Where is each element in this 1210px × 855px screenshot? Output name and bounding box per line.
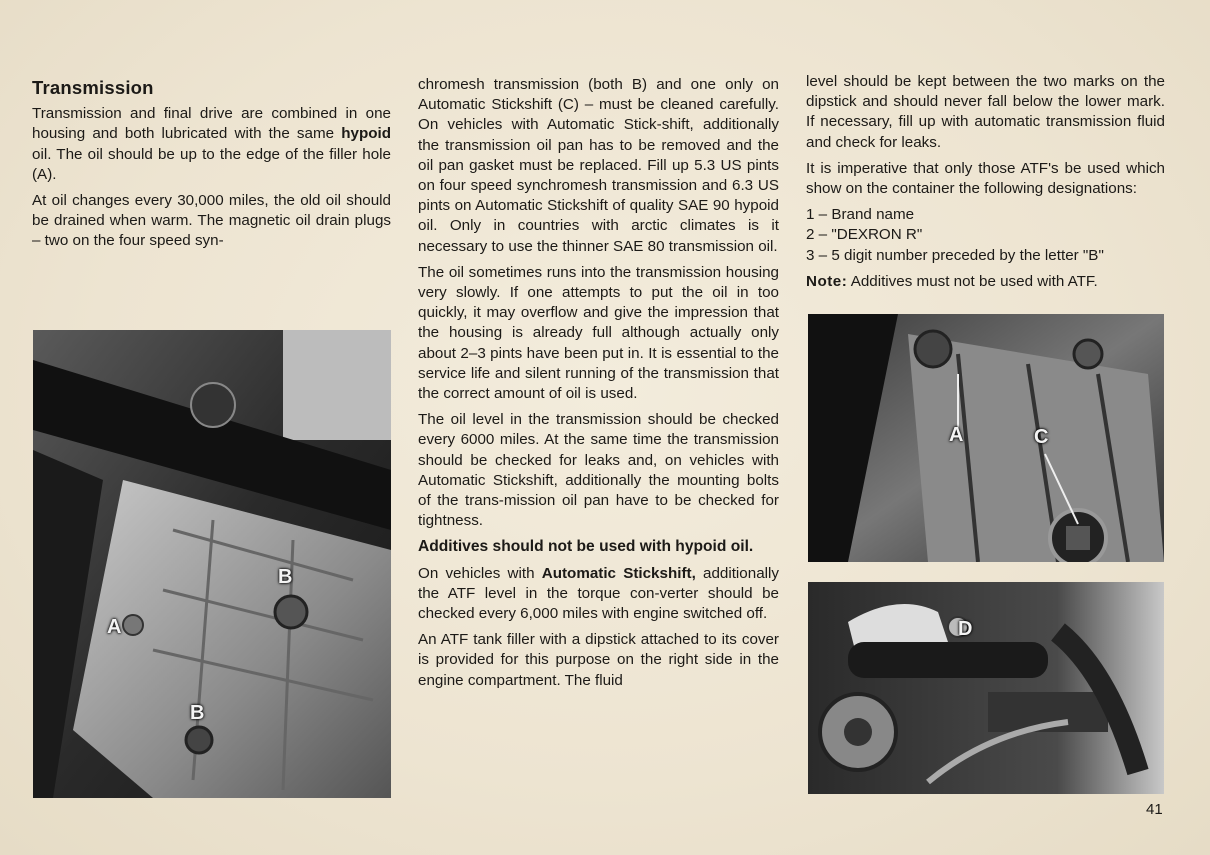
paragraph: It is imperative that only those ATF's be used which show on the container the following designations: — [806, 159, 1165, 198]
section-heading: Transmission — [32, 77, 154, 98]
paragraph — [32, 104, 391, 185]
bold-term: hypoid — [341, 125, 391, 143]
paragraph: An ATF tank filler with a dipstick attached to its cover is provided for this purpose on the right side in the engine compartment. The fluid — [418, 631, 779, 689]
note-label: Note: — [806, 272, 848, 290]
callout-a: A — [107, 616, 122, 638]
photo-atf-filler — [808, 582, 1164, 794]
paragraph: The oil level in the transmission should be checked every 6000 miles. At the same time the transmission should be checked for leaks and, on vehicles with Automatic Stickshift, additionally the mounting bolts of the trans-mission oil pan have to be checked for tightness. — [418, 411, 779, 530]
paragraph: level should be kept between the two marks on the dipstick and should never fall below the lower mark. If necessary, fill up with automatic transmission fluid and check for leaks. — [806, 73, 1165, 151]
subheading: Additives should not be used with hypoid oil. — [418, 538, 754, 556]
paragraph: The oil sometimes runs into the transmission housing very slowly. If one attempts to put the oil in too quickly, it may overflow and give the impression that the housing is already full although actually only about 2–3 pints have been put in. It is essential to the service life and silent running of the transmission that the correct amount of oil is used. — [418, 263, 779, 403]
text-run: oil. The oil should be up to the edge of the filler hole (A). — [32, 145, 391, 183]
page-number: 41 — [1146, 801, 1163, 818]
callout-d: D — [958, 618, 973, 640]
callout-c: C — [1034, 426, 1049, 448]
paragraph — [418, 564, 779, 625]
list-item: 2 – "DEXRON R" — [806, 226, 923, 244]
paragraph: At oil changes every 30,000 miles, the old oil should be drained when warm. The magnetic oil drain plugs – two on the four speed syn- — [32, 192, 391, 250]
column-right — [806, 72, 1165, 298]
photo-transmission-underside — [33, 330, 391, 798]
bold-term: Automatic Stickshift, — [541, 564, 696, 582]
list-item: 1 – Brand name — [806, 206, 915, 224]
text-run: additionally the ATF level in the torque con-verter should be checked every 6,000 miles with engine switched off. — [418, 564, 779, 623]
text-run: On vehicles with — [418, 564, 542, 582]
note-text: Additives must not be used with ATF. — [847, 272, 1098, 290]
text-run: Transmission and final drive are combined in one housing and both lubricated with the same — [32, 105, 391, 143]
column-middle — [418, 75, 779, 697]
callout-b: B — [278, 566, 293, 588]
note — [806, 272, 1165, 292]
designation-list — [806, 205, 1165, 266]
callout-a: A — [949, 424, 964, 446]
column-left — [32, 78, 391, 258]
photo-automatic-stickshift — [808, 314, 1164, 562]
callout-b: B — [190, 702, 205, 724]
paragraph: chromesh transmission (both B) and one only on Automatic Stickshift (C) – must be cleaned carefully. On vehicles with Automatic Stick-shift, additionally the transmission oil pan has to be removed and the oil pan gasket must be replaced. Fill up 5.3 US pints on four speed synchromesh transmission and 6.3 US pints on Automatic Stickshift of quality SAE 90 hypoid oil. Only in countries with arctic climates is it necessary to use the thinner SAE 80 transmission oil. — [418, 76, 779, 255]
list-item: 3 – 5 digit number preceded by the letter "B" — [806, 246, 1104, 264]
